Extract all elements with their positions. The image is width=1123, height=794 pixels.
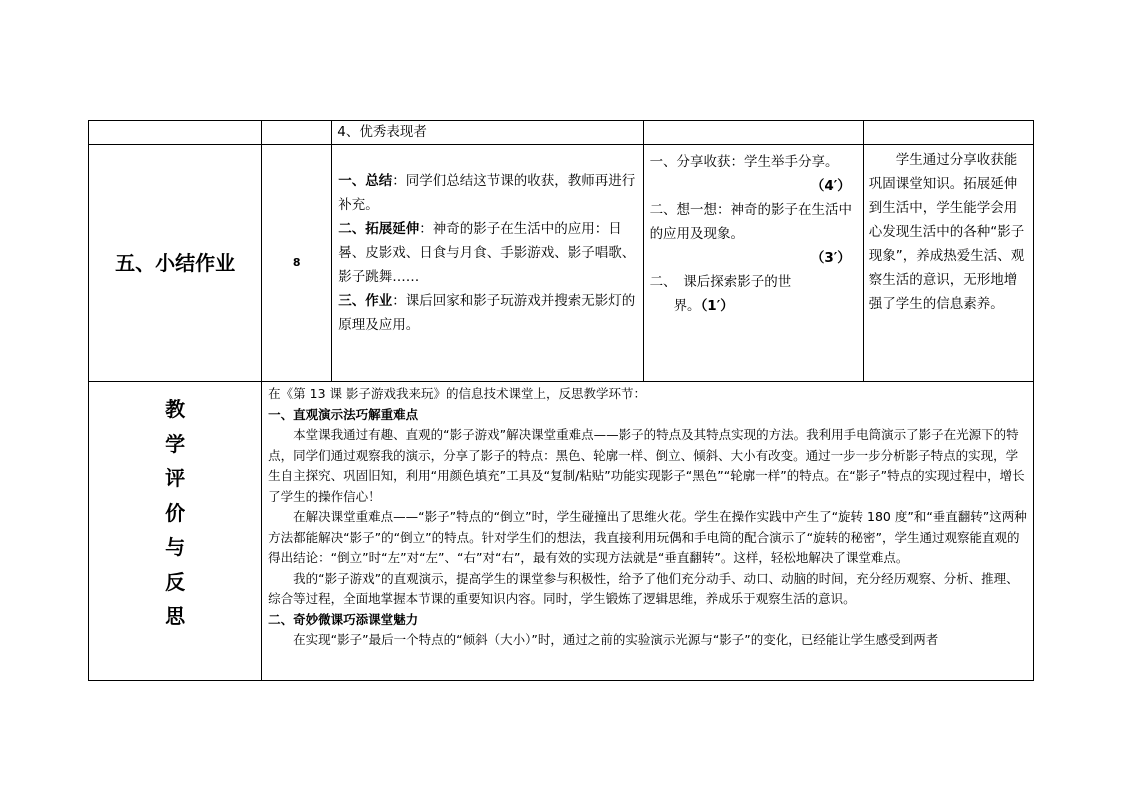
homework-label: 三、作业: [338, 293, 393, 309]
summary-stage-row: [89, 145, 1034, 382]
review-heading-1: 一、直观演示法巧解重难点: [268, 406, 419, 422]
student-step-3-time: （1′）: [700, 298, 734, 314]
stage-cell-empty: [89, 121, 262, 145]
summary-item: [338, 169, 636, 217]
student-step-3-tail: 界。: [673, 298, 701, 314]
summary-label: 一、总结: [338, 173, 393, 189]
content-tail: 4、优秀表现者: [337, 124, 427, 140]
stage-minutes: 8: [262, 145, 332, 382]
minutes-cell-empty: [262, 121, 332, 145]
homework-text: ：课后回家和影子玩游戏并搜索无影灯的原理及应用。: [338, 293, 636, 333]
extension-item: [338, 217, 636, 289]
student-step-3: 二、 课后探索影子的世: [649, 274, 792, 290]
homework-item: [338, 289, 636, 337]
review-title-char: 与: [165, 535, 186, 559]
review-title-char: 学: [165, 431, 186, 456]
review-title-char: 教: [165, 397, 186, 421]
teacher-activity: [332, 145, 643, 382]
review-paragraph: 在实现“影子”最后一个特点的“倾斜（大小）”时，通过之前的实验演示光源与“影子”的变化，已经能让学生感受到两者: [293, 632, 939, 647]
student-cell-empty: [643, 121, 863, 145]
student-step-3-cont: [650, 294, 857, 318]
student-activity: [643, 145, 863, 382]
student-step-1-time: （4′）: [810, 178, 851, 194]
review-paragraph: 我的“影子游戏”的直观演示，提高学生的课堂参与积极性，给予了他们充分动手、动口、动脑的时间，充分经历观察、分析、推理、综合等过程，全面地掌握本节课的重要知识内容。同时，学生锻炼了逻辑思维，养成乐于观察生活的意识。: [268, 570, 1019, 606]
review-title-char: 反: [165, 569, 186, 594]
student-step-2-time: （3′）: [810, 250, 851, 266]
aim-cell-empty: [863, 121, 1033, 145]
review-paragraph: 在解决课堂重难点——“影子”特点的“倒立”时，学生碰撞出了思维火花。学生在操作实践中产生了“旋转 180 度”和“垂直翻转”这两种方法都能解决“影子”的“倒立”的特点。针对学生们的想法，我直接利用玩偶和手电筒的配合演示了“旋转的秘密”，学生通过观察能直观的得出结论：“倒立”时“左”对“左”、“右”对“右”，最有效的实现方法就是“垂直翻转”。这样，轻松地解决了课堂难点。: [268, 509, 1027, 565]
review-title-char: 思: [165, 604, 186, 628]
review-title-char: 价: [165, 500, 186, 525]
extension-text: ：神奇的影子在生活中的应用：日晷、皮影戏、日食与月食、手影游戏、影子唱歌、影子跳舞……: [338, 221, 636, 285]
content-cell: [332, 121, 643, 145]
review-intro: 在《第 13 课 影子游戏我来玩》的信息技术课堂上，反思教学环节：: [268, 386, 646, 401]
review-title-char: 评: [165, 466, 186, 490]
review-body: [262, 382, 1034, 681]
stage-name: 五、小结作业: [89, 145, 262, 382]
extension-label: 二、拓展延伸: [338, 221, 420, 237]
review-heading-2: 二、奇妙微课巧添课堂魅力: [268, 611, 419, 627]
student-step-1: 一、分享收获：学生举手分享。: [649, 154, 839, 170]
review-paragraph: 本堂课我通过有趣、直观的“影子游戏”解决课堂重难点——影子的特点及其特点实现的方法。我利用手电筒演示了影子在光源下的特点，同学们通过观察我的演示，分享了影子的特点：黑色、轮廓一样、倒立、倾斜、大小有改变。通过一步一步分析影子特点的实现，学生自主探究、巩固旧知，利用“用颜色填充”工具及“复制/粘贴”功能实现影子“黑色”“轮廓一样”的特点。在“影子”特点的实现过程中，增长了学生的操作信心！: [268, 427, 1025, 504]
previous-stage-row: [89, 121, 1034, 145]
design-intent: 学生通过分享收获能巩固课堂知识。拓展延伸到生活中，学生能学会用心发现生活中的各种“影子现象”，养成热爱生活、观察生活的意识，无形地增强了学生的信息素养。: [863, 145, 1033, 382]
student-step-2: 二、想一想：神奇的影子在生活中的应用及现象。: [649, 202, 853, 242]
summary-text: ：同学们总结这节课的收获，教师再进行补充。: [338, 173, 636, 213]
review-row: [89, 382, 1034, 681]
lesson-plan-table: [88, 120, 1034, 681]
review-title: [89, 382, 262, 681]
